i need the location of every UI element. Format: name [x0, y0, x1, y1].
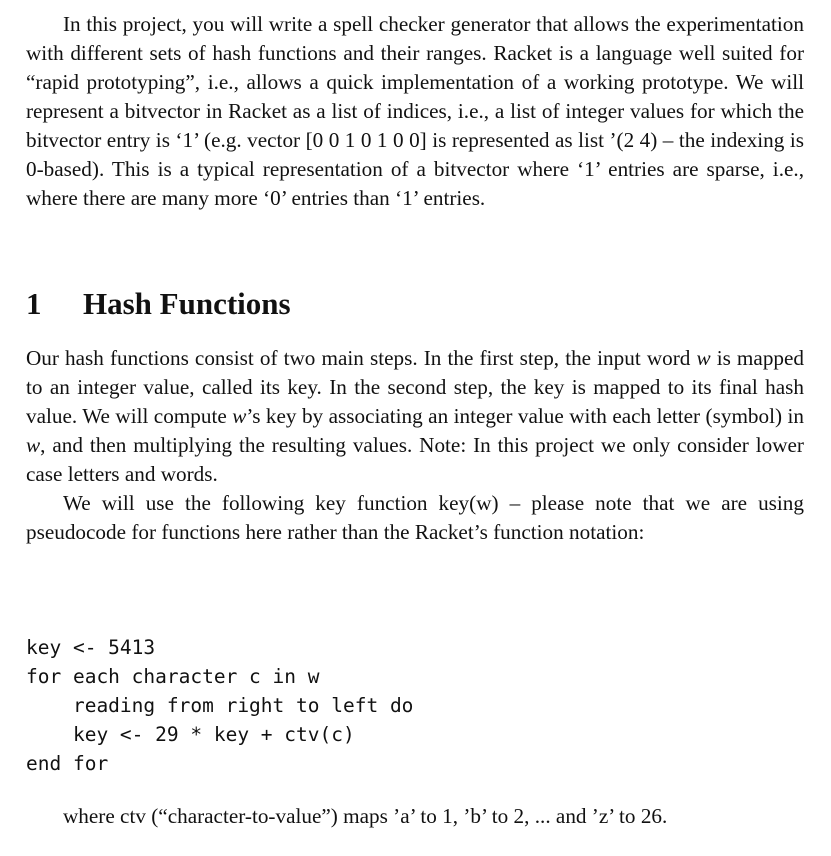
section-number: 1	[26, 286, 42, 321]
pseudocode-block	[26, 633, 413, 778]
code-line: end for	[26, 752, 109, 775]
text-run: Our hash functions consist of two main steps. In the first step, the input word	[26, 346, 697, 370]
code-line: key <- 5413	[26, 636, 156, 659]
math-w: w	[232, 404, 247, 428]
key-function-paragraph: We will use the following key function key(w) – please note that we are using pseudocode for functions here rather than the Racket’s function notation:	[26, 491, 804, 544]
code-line: reading from right to left do	[26, 694, 414, 717]
text-run: , and then multiplying the resulting values. Note: In this project we only consider lower case letters and words.	[26, 433, 804, 486]
code-line: key <- 29 * key + ctv(c)	[26, 723, 355, 746]
hash-functions-paragraph	[26, 344, 804, 489]
math-w: w	[696, 346, 711, 370]
text-run: is mapped to an integer value, called its key. In the second step, the key is mapped to its final hash value. We will compute	[26, 346, 805, 428]
intro-section	[26, 10, 804, 213]
ctv-definition: where ctv (“character-to-value”) maps ’a’ to 1, ’b’ to 2, ... and ’z’ to 26.	[63, 804, 668, 828]
section-heading	[26, 284, 291, 324]
section-title: Hash Functions	[83, 286, 291, 321]
text-run: ’s key by associating an integer value with each letter (symbol) in	[246, 404, 804, 428]
math-w: w	[26, 433, 41, 457]
code-line: for each character c in w	[26, 665, 320, 688]
intro-paragraph: In this project, you will write a spell checker generator that allows the experimentation with different sets of hash functions and their ranges. Racket is a language well suited for “rapid prototyping”, i.e., allows a quick implementation of a working prototype. We will represent a bitvector in Racket as a list of indices, i.e., a list of integer values for which the bitvector entry is ‘1’ (e.g. vector [0 0 1 0 1 0 0] is represented as list ’(2 4) – the indexing is 0-based). This is a typical representation of a bitvector where ‘1’ entries are sparse, i.e., where there are many more ‘0’ entries than ‘1’ entries.	[26, 12, 804, 210]
section-body	[26, 344, 804, 547]
